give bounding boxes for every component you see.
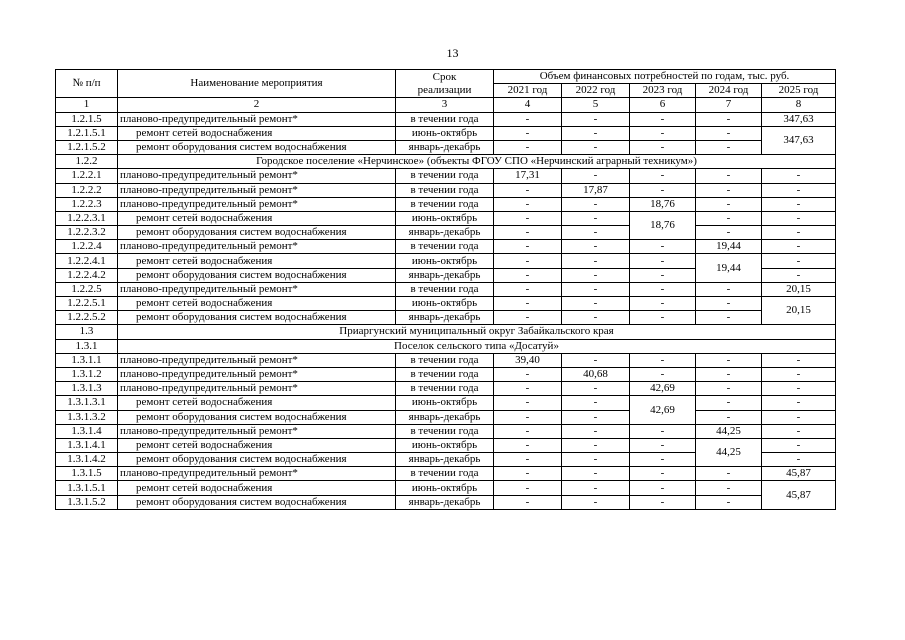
header-year: 2025 год <box>762 84 836 98</box>
term-cell: январь-декабрь <box>396 268 494 282</box>
value-cell: - <box>696 367 762 381</box>
header-term-line2: реализации <box>417 83 472 96</box>
value-cell: - <box>696 282 762 296</box>
value-cell: - <box>630 169 696 183</box>
value-cell: - <box>494 410 562 424</box>
value-cell: - <box>762 197 836 211</box>
table-row <box>56 140 836 154</box>
col-number: 3 <box>396 98 494 112</box>
value-cell: - <box>762 226 836 240</box>
value-cell: - <box>630 254 696 268</box>
value-cell: - <box>696 481 762 495</box>
table-row <box>56 367 836 381</box>
term-cell: в течении года <box>396 169 494 183</box>
activity-name: ремонт оборудования систем водоснабжения <box>118 410 396 424</box>
table-row <box>56 183 836 197</box>
merged-value-cell: 42,69 <box>630 396 696 424</box>
value-cell: - <box>562 226 630 240</box>
value-cell: - <box>696 396 762 410</box>
value-cell: - <box>562 112 630 126</box>
value-cell: - <box>630 297 696 311</box>
value-cell: - <box>630 268 696 282</box>
term-cell: июнь-октябрь <box>396 396 494 410</box>
activity-name: ремонт сетей водоснабжения <box>118 481 396 495</box>
value-cell: - <box>562 353 630 367</box>
activity-name: ремонт сетей водоснабжения <box>118 211 396 225</box>
activity-name: ремонт оборудования систем водоснабжения <box>118 140 396 154</box>
table-row <box>56 438 836 452</box>
activity-name: планово-предупредительный ремонт* <box>118 112 396 126</box>
value-cell: - <box>630 495 696 509</box>
value-cell: - <box>630 424 696 438</box>
col-number: 5 <box>562 98 630 112</box>
row-number: 1.2.1.5 <box>56 112 118 126</box>
value-cell: - <box>562 424 630 438</box>
term-cell: июнь-октябрь <box>396 211 494 225</box>
value-cell: 42,69 <box>630 382 696 396</box>
activity-name: ремонт оборудования систем водоснабжения <box>118 311 396 325</box>
section-row <box>56 339 836 353</box>
row-number: 1.3.1.3.2 <box>56 410 118 424</box>
row-number: 1.3.1.2 <box>56 367 118 381</box>
value-cell: - <box>494 226 562 240</box>
table-row <box>56 467 836 481</box>
term-cell: в течении года <box>396 424 494 438</box>
value-cell: - <box>494 282 562 296</box>
header-finance: Объем финансовых потребностей по годам, тыс. руб. <box>494 70 836 84</box>
value-cell: 40,68 <box>562 367 630 381</box>
value-cell: - <box>630 311 696 325</box>
value-cell: - <box>630 453 696 467</box>
term-cell: в течении года <box>396 382 494 396</box>
value-cell: - <box>630 112 696 126</box>
activity-name: ремонт сетей водоснабжения <box>118 297 396 311</box>
value-cell: - <box>562 140 630 154</box>
row-number: 1.2.1.5.2 <box>56 140 118 154</box>
activity-name: ремонт сетей водоснабжения <box>118 396 396 410</box>
row-number: 1.2.2.5 <box>56 282 118 296</box>
value-cell: - <box>630 183 696 197</box>
value-cell: - <box>630 140 696 154</box>
row-number: 1.2.2.4.1 <box>56 254 118 268</box>
value-cell: - <box>494 453 562 467</box>
term-cell: январь-декабрь <box>396 226 494 240</box>
value-cell: - <box>562 254 630 268</box>
value-cell: - <box>696 297 762 311</box>
value-cell: - <box>630 438 696 452</box>
value-cell: - <box>494 367 562 381</box>
merged-value-cell: 45,87 <box>762 481 836 509</box>
header-year: 2023 год <box>630 84 696 98</box>
value-cell: - <box>494 467 562 481</box>
header-num: № п/п <box>56 70 118 98</box>
finance-table <box>55 69 836 510</box>
row-number: 1.3.1.5.2 <box>56 495 118 509</box>
activity-name: ремонт сетей водоснабжения <box>118 126 396 140</box>
value-cell: - <box>494 495 562 509</box>
activity-name: ремонт оборудования систем водоснабжения <box>118 268 396 282</box>
value-cell: - <box>562 282 630 296</box>
row-number: 1.3 <box>56 325 118 339</box>
value-cell: - <box>562 126 630 140</box>
term-cell: в течении года <box>396 183 494 197</box>
activity-name: планово-предупредительный ремонт* <box>118 353 396 367</box>
value-cell: 18,76 <box>630 197 696 211</box>
merged-value-cell: 44,25 <box>696 438 762 466</box>
table-row <box>56 311 836 325</box>
value-cell: - <box>630 240 696 254</box>
row-number: 1.2.2.3.1 <box>56 211 118 225</box>
table-row <box>56 382 836 396</box>
table-row <box>56 495 836 509</box>
value-cell: - <box>630 282 696 296</box>
term-cell: июнь-октябрь <box>396 254 494 268</box>
activity-name: планово-предупредительный ремонт* <box>118 183 396 197</box>
table-row <box>56 410 836 424</box>
value-cell: - <box>494 140 562 154</box>
table-row <box>56 197 836 211</box>
value-cell: - <box>630 467 696 481</box>
value-cell: - <box>696 226 762 240</box>
value-cell: - <box>562 169 630 183</box>
activity-name: планово-предупредительный ремонт* <box>118 424 396 438</box>
col-number: 2 <box>118 98 396 112</box>
header-year: 2022 год <box>562 84 630 98</box>
header-term-line1: Срок <box>432 70 457 83</box>
value-cell: - <box>762 424 836 438</box>
table-row <box>56 282 836 296</box>
value-cell: - <box>494 297 562 311</box>
value-cell: - <box>562 211 630 225</box>
term-cell: январь-декабрь <box>396 495 494 509</box>
activity-name: планово-предупредительный ремонт* <box>118 197 396 211</box>
row-number: 1.3.1.5 <box>56 467 118 481</box>
row-number: 1.2.2.1 <box>56 169 118 183</box>
value-cell: - <box>696 410 762 424</box>
value-cell: - <box>562 311 630 325</box>
value-cell: - <box>494 126 562 140</box>
value-cell: 20,15 <box>762 282 836 296</box>
value-cell: - <box>494 183 562 197</box>
header-term <box>396 70 494 98</box>
activity-name: планово-предупредительный ремонт* <box>118 367 396 381</box>
value-cell: - <box>696 126 762 140</box>
term-cell: июнь-октябрь <box>396 438 494 452</box>
activity-name: ремонт сетей водоснабжения <box>118 438 396 452</box>
term-cell: январь-декабрь <box>396 410 494 424</box>
activity-name: планово-предупредительный ремонт* <box>118 282 396 296</box>
col-number: 7 <box>696 98 762 112</box>
value-cell: - <box>494 481 562 495</box>
value-cell: - <box>762 254 836 268</box>
section-row <box>56 155 836 169</box>
value-cell: - <box>696 211 762 225</box>
value-cell: - <box>762 367 836 381</box>
value-cell: - <box>762 240 836 254</box>
value-cell: - <box>696 169 762 183</box>
value-cell: - <box>562 410 630 424</box>
row-number: 1.2.2.5.2 <box>56 311 118 325</box>
value-cell: - <box>494 211 562 225</box>
row-number: 1.3.1.4.2 <box>56 453 118 467</box>
term-cell: январь-декабрь <box>396 453 494 467</box>
value-cell: - <box>762 410 836 424</box>
header-year: 2024 год <box>696 84 762 98</box>
term-cell: в течении года <box>396 467 494 481</box>
value-cell: - <box>562 495 630 509</box>
value-cell: - <box>696 382 762 396</box>
value-cell: - <box>762 396 836 410</box>
merged-value-cell: 19,44 <box>696 254 762 282</box>
header-name: Наименование мероприятия <box>118 70 396 98</box>
row-number: 1.2.2.4.2 <box>56 268 118 282</box>
col-number: 4 <box>494 98 562 112</box>
value-cell: - <box>494 254 562 268</box>
term-cell: в течении года <box>396 282 494 296</box>
row-number: 1.2.2.2 <box>56 183 118 197</box>
value-cell: - <box>562 453 630 467</box>
table-row <box>56 211 836 225</box>
term-cell: в течении года <box>396 197 494 211</box>
activity-name: ремонт оборудования систем водоснабжения <box>118 453 396 467</box>
term-cell: январь-декабрь <box>396 311 494 325</box>
value-cell: 39,40 <box>494 353 562 367</box>
row-number: 1.3.1.5.1 <box>56 481 118 495</box>
term-cell: июнь-октябрь <box>396 297 494 311</box>
value-cell: - <box>562 268 630 282</box>
value-cell: 19,44 <box>696 240 762 254</box>
value-cell: - <box>562 481 630 495</box>
value-cell: - <box>562 240 630 254</box>
value-cell: - <box>762 268 836 282</box>
row-number: 1.3.1 <box>56 339 118 353</box>
row-number: 1.2.2 <box>56 155 118 169</box>
value-cell: 17,31 <box>494 169 562 183</box>
row-number: 1.3.1.3.1 <box>56 396 118 410</box>
value-cell: - <box>762 169 836 183</box>
value-cell: 44,25 <box>696 424 762 438</box>
value-cell: - <box>494 112 562 126</box>
value-cell: - <box>696 467 762 481</box>
value-cell: - <box>696 183 762 197</box>
value-cell: - <box>762 382 836 396</box>
value-cell: - <box>494 240 562 254</box>
table-row <box>56 240 836 254</box>
value-cell: - <box>494 396 562 410</box>
value-cell: - <box>696 495 762 509</box>
row-number: 1.2.2.3 <box>56 197 118 211</box>
value-cell: - <box>562 297 630 311</box>
value-cell: - <box>494 197 562 211</box>
table-row <box>56 297 836 311</box>
term-cell: в течении года <box>396 353 494 367</box>
col-number: 6 <box>630 98 696 112</box>
value-cell: - <box>696 140 762 154</box>
value-cell: - <box>696 353 762 367</box>
value-cell: - <box>762 183 836 197</box>
table-row <box>56 353 836 367</box>
value-cell: - <box>630 126 696 140</box>
value-cell: - <box>562 467 630 481</box>
row-number: 1.3.1.4 <box>56 424 118 438</box>
value-cell: - <box>494 311 562 325</box>
value-cell: - <box>494 382 562 396</box>
merged-value-cell: 20,15 <box>762 297 836 325</box>
table-row <box>56 254 836 268</box>
activity-name: планово-предупредительный ремонт* <box>118 169 396 183</box>
value-cell: - <box>562 396 630 410</box>
table-row <box>56 126 836 140</box>
term-cell: январь-декабрь <box>396 140 494 154</box>
value-cell: 347,63 <box>762 112 836 126</box>
row-number: 1.2.2.5.1 <box>56 297 118 311</box>
row-number: 1.3.1.4.1 <box>56 438 118 452</box>
value-cell: - <box>630 353 696 367</box>
value-cell: - <box>494 424 562 438</box>
row-number: 1.2.2.3.2 <box>56 226 118 240</box>
table-row <box>56 481 836 495</box>
activity-name: планово-предупредительный ремонт* <box>118 240 396 254</box>
section-title: Приаргунский муниципальный округ Забайкальского края <box>118 325 836 339</box>
table-row <box>56 226 836 240</box>
row-number: 1.2.1.5.1 <box>56 126 118 140</box>
term-cell: июнь-октябрь <box>396 126 494 140</box>
section-title: Городское поселение «Нерчинское» (объекты ФГОУ СПО «Нерчинский аграрный техникум») <box>118 155 836 169</box>
value-cell: - <box>562 382 630 396</box>
activity-name: планово-предупредительный ремонт* <box>118 467 396 481</box>
value-cell: - <box>762 211 836 225</box>
value-cell: - <box>696 112 762 126</box>
merged-value-cell: 18,76 <box>630 211 696 239</box>
activity-name: планово-предупредительный ремонт* <box>118 382 396 396</box>
table-row <box>56 112 836 126</box>
row-number: 1.3.1.1 <box>56 353 118 367</box>
section-row <box>56 325 836 339</box>
value-cell: - <box>562 197 630 211</box>
value-cell: - <box>762 438 836 452</box>
row-number: 1.3.1.3 <box>56 382 118 396</box>
value-cell: 17,87 <box>562 183 630 197</box>
value-cell: - <box>762 353 836 367</box>
table-row <box>56 169 836 183</box>
row-number: 1.2.2.4 <box>56 240 118 254</box>
term-cell: в течении года <box>396 240 494 254</box>
value-cell: - <box>762 453 836 467</box>
term-cell: в течении года <box>396 367 494 381</box>
table-row <box>56 396 836 410</box>
value-cell: - <box>630 367 696 381</box>
term-cell: в течении года <box>396 112 494 126</box>
section-title: Поселок сельского типа «Досатуй» <box>118 339 836 353</box>
activity-name: ремонт оборудования систем водоснабжения <box>118 495 396 509</box>
value-cell: - <box>494 438 562 452</box>
value-cell: - <box>696 197 762 211</box>
value-cell: - <box>562 438 630 452</box>
term-cell: июнь-октябрь <box>396 481 494 495</box>
activity-name: ремонт оборудования систем водоснабжения <box>118 226 396 240</box>
header-year: 2021 год <box>494 84 562 98</box>
value-cell: - <box>696 311 762 325</box>
page-number: 13 <box>446 46 459 60</box>
activity-name: ремонт сетей водоснабжения <box>118 254 396 268</box>
table-row <box>56 424 836 438</box>
value-cell: 45,87 <box>762 467 836 481</box>
merged-value-cell: 347,63 <box>762 126 836 154</box>
value-cell: - <box>494 268 562 282</box>
col-number: 8 <box>762 98 836 112</box>
value-cell: - <box>630 481 696 495</box>
col-number: 1 <box>56 98 118 112</box>
